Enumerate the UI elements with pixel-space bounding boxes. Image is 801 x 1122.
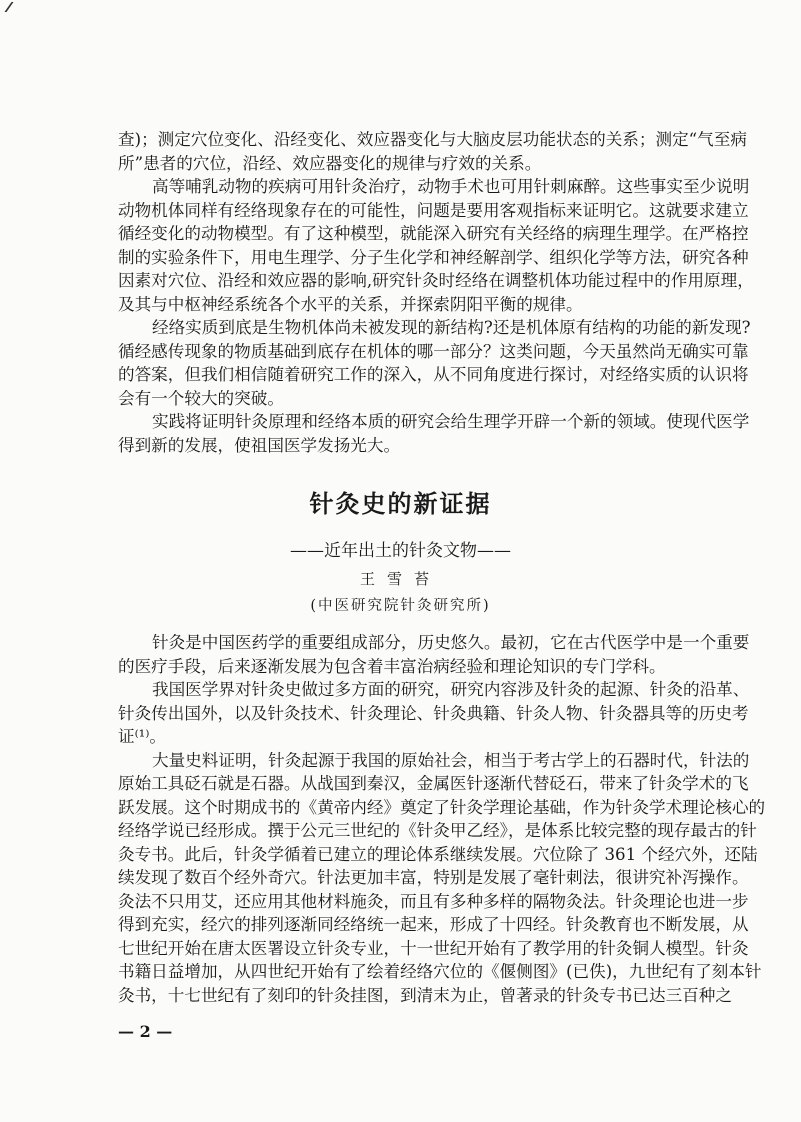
text-line: 循经感传现象的物质基础到底存在机体的哪一部分？这类问题，今天虽然尚无确实可靠 [118, 341, 749, 361]
text-line: 高等哺乳动物的疾病可用针灸治疗，动物手术也可用针刺麻醉。这些事实至少说明 [152, 177, 750, 196]
text-line: 灸书，十七世纪有了刻印的针灸挂图，到清末为止，曾著录的针灸专书已达三百种之 [118, 985, 732, 1005]
text-line: 大量史料证明，针灸起源于我国的原始社会，相当于考古学上的石器时代，针法的 [152, 750, 750, 770]
scan-mark [4, 2, 25, 12]
previous-article-conclusion [118, 128, 754, 457]
text-line: 我国医学界对针灸史做过多方面的研究，研究内容涉及针灸的起源、针灸的沿革、 [152, 680, 750, 699]
text-line: 证⁽¹⁾。 [118, 727, 166, 746]
text-line: 所”患者的穴位，沿经、效应器变化的规律与疗效的关系。 [118, 153, 542, 173]
text-line: 因素对穴位、沿经和效应器的影响,研究针灸时经络在调整机体功能过程中的作用原理， [118, 271, 754, 290]
text-line: 得到新的发展，使祖国医学发扬光大。 [118, 435, 401, 455]
text-line: 动物机体同样有经络现象存在的可能性，问题是要用客观指标来证明它。这就要求建立 [118, 200, 749, 220]
article-body [118, 631, 766, 1007]
text-line: 经络实质到底是生物机体尚未被发现的新结构?还是机体原有结构的功能的新发现? [152, 318, 751, 337]
text-line: 书籍日益增加，从四世纪开始有了绘着经络穴位的《偃侧图》(已佚)，九世纪有了刻本针 [118, 962, 762, 981]
text-line: 会有一个较大的突破。 [118, 388, 284, 408]
text-line: 的答案，但我们相信随着研究工作的深入，从不同角度进行探讨，对经络实质的认识将 [118, 365, 749, 384]
text-line: 灸法不只用艾，还应用其他材料施灸，而且有多种多样的隔物灸法。针灸理论也进一步 [118, 891, 749, 911]
text-line: 查)；测定穴位变化、沿经变化、效应器变化与大脑皮层功能状态的关系；测定“气至病 [118, 130, 747, 149]
author-affiliation: (中医研究院针灸研究所) [310, 598, 491, 614]
text-line: 续发现了数百个经外奇穴。针法更加丰富，特别是发展了毫针刺法，很讲究补泻操作。 [118, 868, 749, 887]
text-line: 实践将证明针灸原理和经络本质的研究会给生理学开辟一个新的领域。使现代医学 [152, 412, 750, 431]
text-line: 及其与中枢神经系统各个水平的关系，并探索阴阳平衡的规律。 [118, 294, 583, 314]
text-line: 跃发展。这个时期成书的《黄帝内经》奠定了针灸学理论基础，作为针灸学术理论核心的 [118, 797, 766, 817]
text-line: 制的实验条件下，用电生理学、分子生化学和神经解剖学、组织化学等方法，研究各种 [118, 247, 749, 267]
article-author: 王雪苔 [359, 570, 441, 588]
text-line: 原始工具砭石就是石器。从战国到秦汉，金属医针逐渐代替砭石，带来了针灸学术的飞 [118, 774, 749, 793]
text-line: 灸专书。此后，针灸学循着已建立的理论体系继续发展。穴位除了 361 个经穴外，还陆 [118, 844, 758, 864]
text-line: 经络学说已经形成。撰于公元三世纪的《针灸甲乙经》，是体系比较完整的现存最古的针 [118, 821, 757, 840]
text-line: 循经变化的动物模型。有了这种模型，就能深入研究有关经络的病理生理学。在严格控 [118, 224, 749, 243]
text-line: 的医疗手段，后来逐渐发展为包含着丰富治病经验和理论知识的专门学科。 [118, 656, 666, 676]
text-line: 针灸传出国外，以及针灸技术、针灸理论、针灸典籍、针灸人物、针灸器具等的历史考 [118, 703, 749, 723]
text-line: 针灸是中国医药学的重要组成部分，历史悠久。最初，它在古代医学中是一个重要 [152, 633, 750, 652]
article-title: 针灸史的新证据 [309, 490, 492, 518]
article-subtitle: ——近年出土的针灸文物—— [290, 541, 511, 561]
text-line: 七世纪开始在唐太医署设立针灸专业，十一世纪开始有了教学用的针灸铜人模型。针灸 [118, 938, 749, 958]
page-number: — 2 — [118, 1022, 173, 1041]
text-line: 得到充实，经穴的排列逐渐同经络统一起来，形成了十四经。针灸教育也不断发展，从 [118, 915, 749, 934]
